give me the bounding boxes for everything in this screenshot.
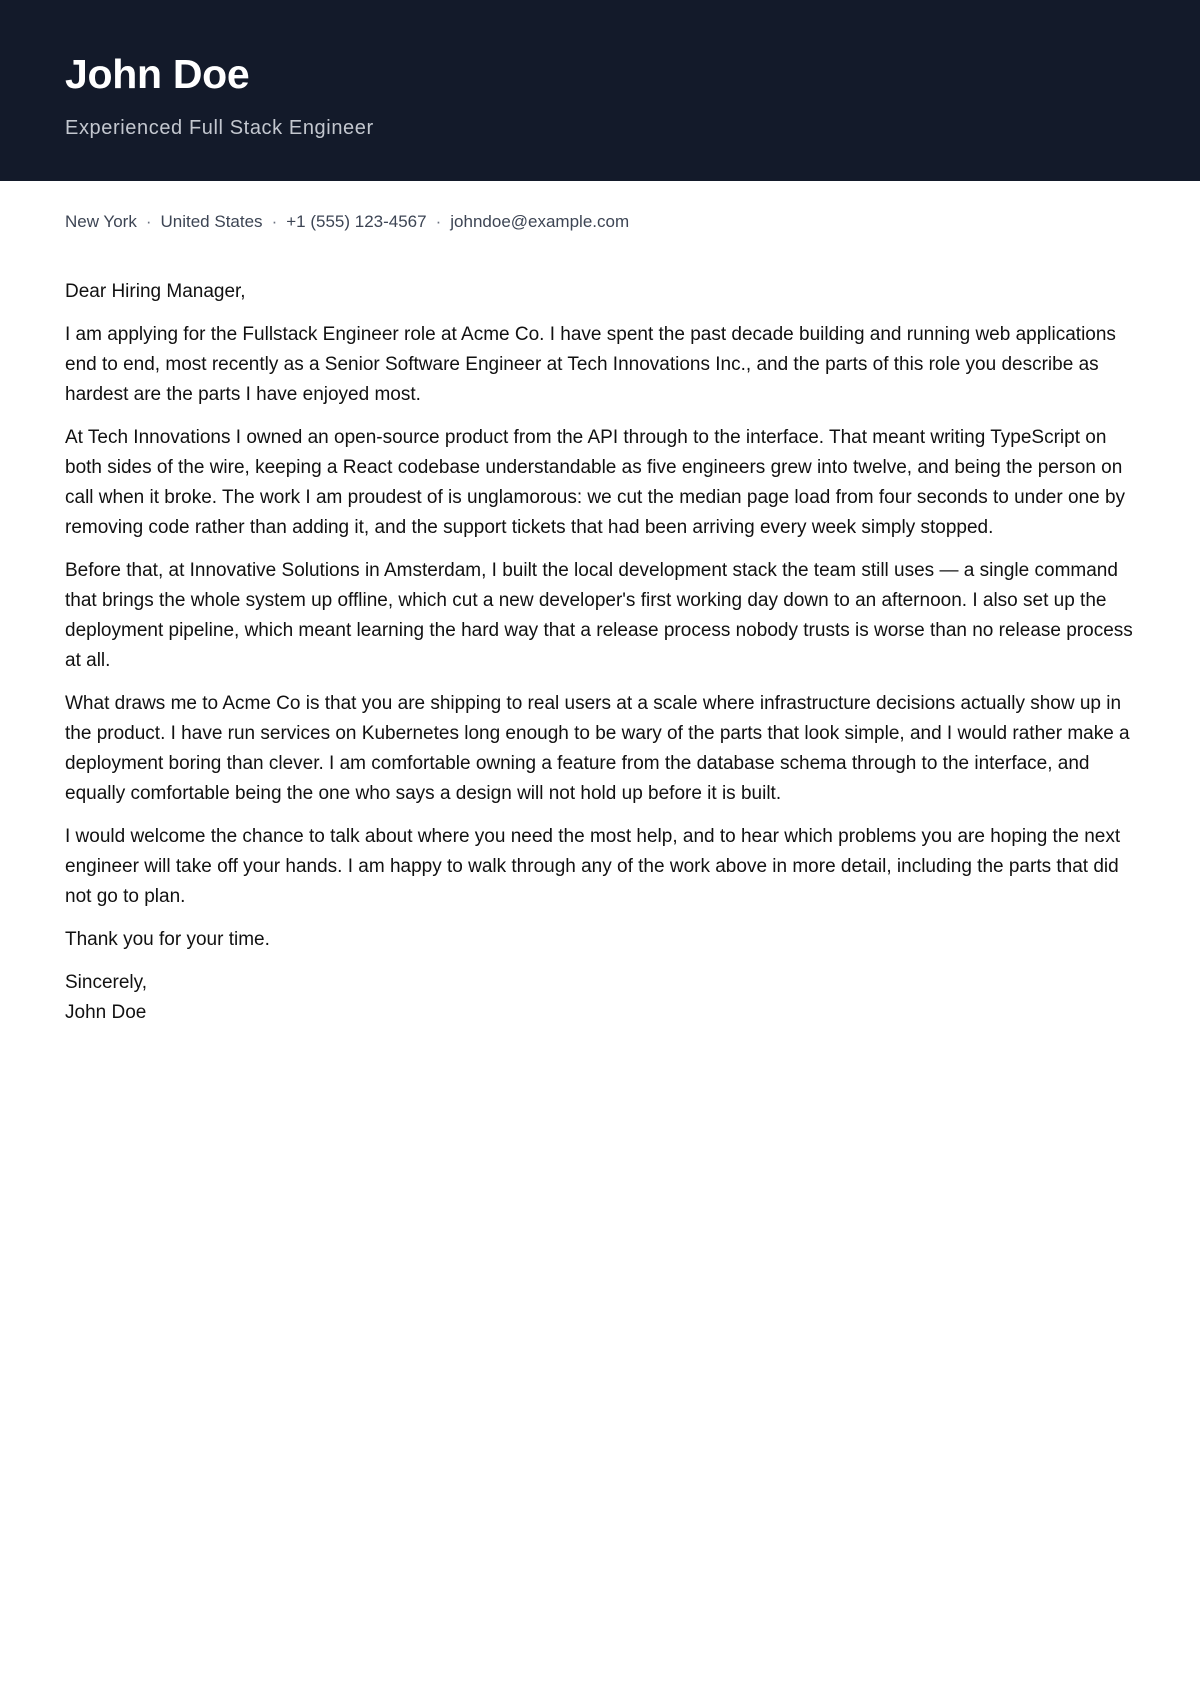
paragraph-innovative-solutions: Before that, at Innovative Solutions in Amsterdam, I built the local development stack the team still uses — a single command that brings the whole system up offline, which cut a new developer's first working day down to an afternoon. I also set up the deployment pipeline, which meant learning the hard way that a release process nobody trusts is worse than no release process at all. [65,560,1133,671]
signature: John Doe [65,1002,147,1023]
contact-email: johndoe@example.com [450,212,630,231]
contact-city: New York [65,212,137,231]
paragraph-intro: I am applying for the Fullstack Engineer role at Acme Co. I have spent the past decade building and running web applications end to end, most recently as a Senior Software Engineer at Tech Innovations Inc., and the parts of this role you describe as hardest are the parts I have enjoyed most. [65,324,1116,405]
contact-separator: · [145,212,152,231]
closing: Sincerely, [65,972,148,993]
contact-line [65,210,629,234]
paragraph-acme-motivation: What draws me to Acme Co is that you are shipping to real users at a scale where infrastructure decisions actually show up in the product. I have run services on Kubernetes long enough to be wary of the parts that look simple, and I would rather make a deployment boring than clever. I am comfortable owning a feature from the database schema through to the interface, and equally comfortable being the one who says a design will not hold up before it is built. [65,693,1130,804]
contact-separator: · [271,212,278,231]
contact-separator: · [435,212,442,231]
applicant-title: Experienced Full Stack Engineer [65,117,374,139]
contact-country: United States [160,212,263,231]
letter-body [65,277,1142,1028]
paragraph-call-to-action: I would welcome the chance to talk about where you need the most help, and to hear which problems you are hoping the next engineer will take off your hands. I am happy to walk through any of the work above in more detail, including the parts that did not go to plan. [65,826,1121,907]
paragraph-thanks: Thank you for your time. [65,929,270,950]
paragraph-tech-innovations: At Tech Innovations I owned an open-source product from the API through to the interface. That meant writing TypeScript on both sides of the wire, keeping a React codebase understandable as five engineers grew into twelve, and being the person on call when it broke. The work I am proudest of is unglamorous: we cut the median page load from four seconds to under one by removing code rather than adding it, and the support tickets that had been arriving every week simply stopped. [65,427,1126,538]
salutation: Dear Hiring Manager, [65,281,246,302]
letter-header [0,0,1200,181]
contact-phone: +1 (555) 123-4567 [286,212,427,231]
applicant-name: John Doe [65,51,250,97]
